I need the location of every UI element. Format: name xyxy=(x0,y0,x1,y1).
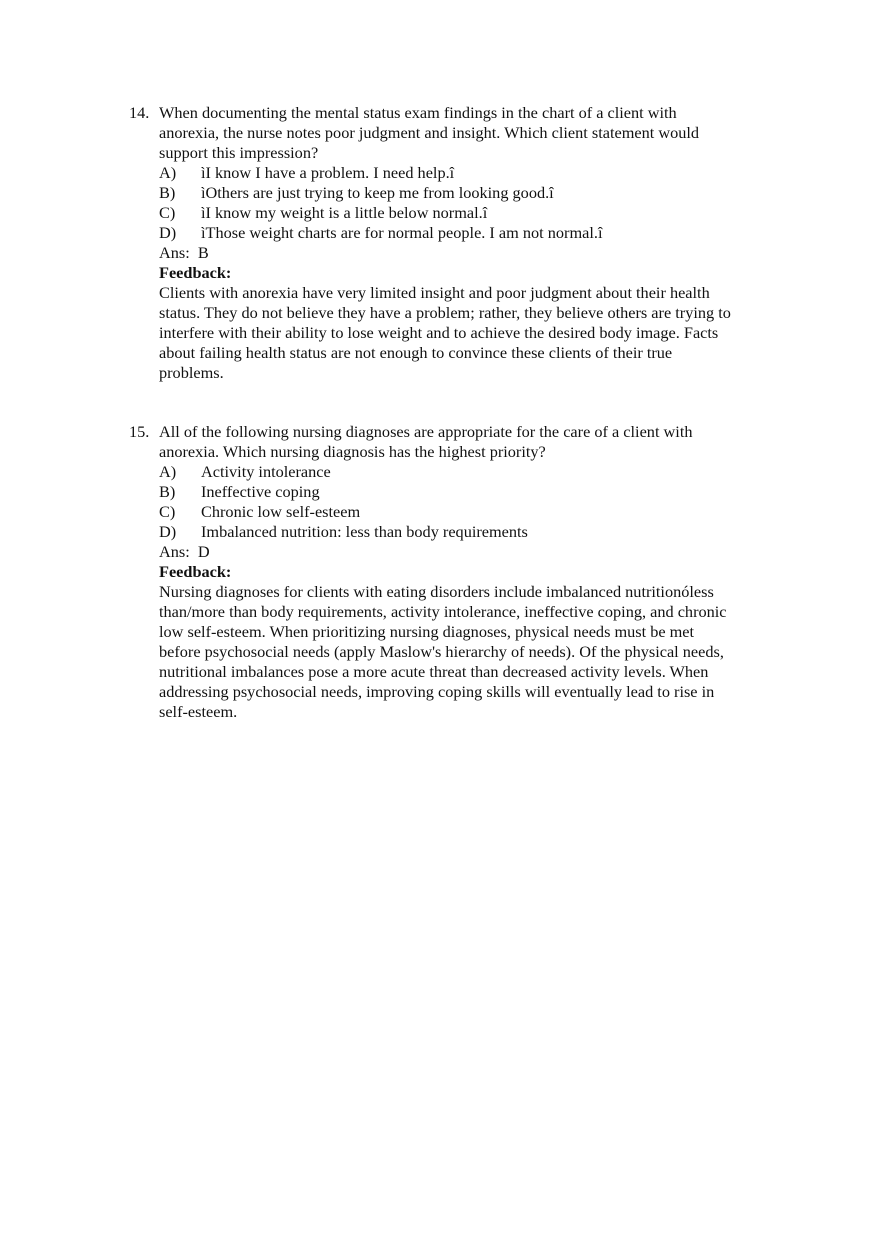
option-a xyxy=(129,163,789,183)
question-number: 14. xyxy=(129,103,150,122)
option-c xyxy=(129,502,789,522)
feedback-line: addressing psychosocial needs, improving coping skills will eventually lead to rise in xyxy=(159,682,715,701)
option-d xyxy=(129,223,789,243)
option-letter: D) xyxy=(159,522,177,541)
feedback-line: before psychosocial needs (apply Maslow's hierarchy of needs). Of the physical needs, xyxy=(159,642,724,661)
option-letter: A) xyxy=(159,462,177,481)
feedback-line: problems. xyxy=(159,363,224,382)
option-text: Chronic low self-esteem xyxy=(201,502,361,521)
option-text: Activity intolerance xyxy=(201,462,331,481)
question-stem-line: When documenting the mental status exam findings in the chart of a client with xyxy=(159,103,677,122)
feedback-line: self-esteem. xyxy=(159,702,238,721)
feedback-line: than/more than body requirements, activity intolerance, ineffective coping, and chronic xyxy=(159,602,727,621)
option-letter: C) xyxy=(159,203,176,222)
option-text: Imbalanced nutrition: less than body requirements xyxy=(201,522,528,541)
option-letter: C) xyxy=(159,502,176,521)
feedback-line: about failing health status are not enough to convince these clients of their true xyxy=(159,343,673,362)
option-text: Ineffective coping xyxy=(201,482,320,501)
feedback-line: Nursing diagnoses for clients with eating disorders include imbalanced nutritionóless xyxy=(159,582,714,601)
question-15 xyxy=(129,422,789,722)
feedback-label: Feedback: xyxy=(159,263,232,282)
answer: Ans: B xyxy=(159,243,209,262)
feedback-line: interfere with their ability to lose weight and to achieve the desired body image. Facts xyxy=(159,323,719,342)
question-14 xyxy=(129,103,789,383)
feedback-line: nutritional imbalances pose a more acute threat than decreased activity levels. When xyxy=(159,662,709,681)
question-stem-line: All of the following nursing diagnoses are appropriate for the care of a client with xyxy=(159,422,693,441)
option-b xyxy=(129,482,789,502)
feedback-line: Clients with anorexia have very limited insight and poor judgment about their health xyxy=(159,283,710,302)
question-number: 15. xyxy=(129,422,150,441)
question-stem-line: anorexia. Which nursing diagnosis has the highest priority? xyxy=(159,442,546,461)
option-a xyxy=(129,462,789,482)
question-stem-line: support this impression? xyxy=(159,143,319,162)
option-text: ìThose weight charts are for normal people. I am not normal.î xyxy=(201,223,603,242)
feedback-line: low self-esteem. When prioritizing nursing diagnoses, physical needs must be met xyxy=(159,622,695,641)
answer: Ans: D xyxy=(159,542,210,561)
option-letter: B) xyxy=(159,482,176,501)
feedback-line: status. They do not believe they have a problem; rather, they believe others are trying to xyxy=(159,303,731,322)
question-stem-line: anorexia, the nurse notes poor judgment and insight. Which client statement would xyxy=(159,123,700,142)
option-text: ìI know my weight is a little below normal.î xyxy=(201,203,488,222)
option-letter: A) xyxy=(159,163,177,182)
option-letter: B) xyxy=(159,183,176,202)
option-text: ìI know I have a problem. I need help.î xyxy=(201,163,455,182)
option-b xyxy=(129,183,789,203)
option-text: ìOthers are just trying to keep me from looking good.î xyxy=(201,183,554,202)
feedback-label: Feedback: xyxy=(159,562,232,581)
option-c xyxy=(129,203,789,223)
option-letter: D) xyxy=(159,223,177,242)
option-d xyxy=(129,522,789,542)
